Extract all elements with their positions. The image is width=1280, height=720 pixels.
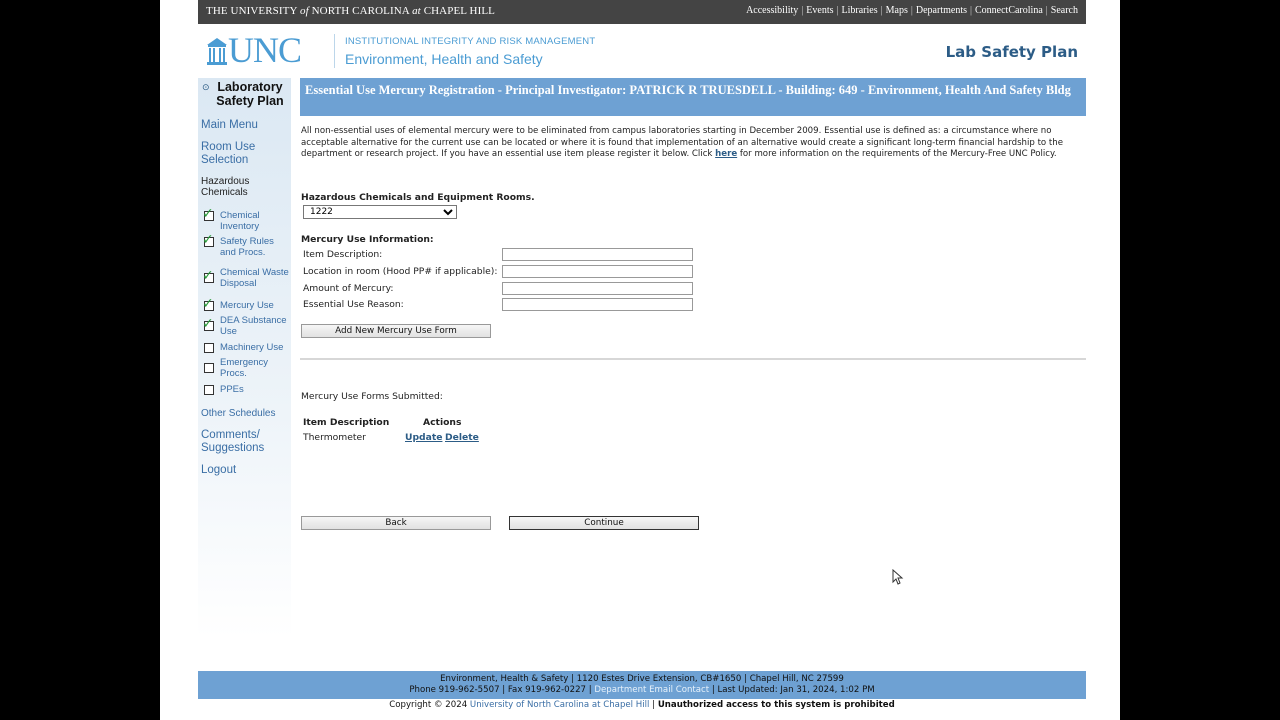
university-name-part: at <box>412 5 421 17</box>
copyright-line <box>198 700 1086 710</box>
sidebar-item-label: Chemical Inventory <box>220 210 260 232</box>
amount-label: Amount of Mercury: <box>303 283 394 294</box>
item-description-input[interactable] <box>502 248 693 261</box>
footer-address: Environment, Health & Safety | 1120 Estes Drive Extension, CB#1650 | Chapel Hill, NC 27599 <box>440 674 844 684</box>
delete-link[interactable]: Delete <box>445 432 479 443</box>
table-cell-item: Thermometer <box>303 432 366 443</box>
checkbox-icon <box>204 343 214 353</box>
location-input[interactable] <box>502 265 693 278</box>
sidebar-item-label: Mercury Use <box>220 300 274 311</box>
checkbox-icon <box>204 363 214 373</box>
sidebar-item-other-schedules[interactable]: Other Schedules <box>201 408 276 419</box>
table-header-item: Item Description <box>303 417 390 428</box>
top-link-connectcarolina[interactable]: ConnectCarolina <box>975 5 1043 16</box>
site-header <box>198 24 1086 78</box>
university-name-part: of <box>299 5 309 17</box>
unc-home-link[interactable]: University of North Carolina at Chapel Hill <box>469 700 650 710</box>
top-link-maps[interactable]: Maps <box>885 5 908 16</box>
university-name-part: THE UNIVERSITY <box>206 5 298 17</box>
sidebar-item-label: Chemical Waste Disposal <box>220 267 289 289</box>
copyright-text: Copyright © 2024 <box>389 700 468 710</box>
unc-logo[interactable] <box>206 30 328 70</box>
university-top-bar <box>198 0 1086 24</box>
intro-text: All non-essential uses of elemental mercury were to be eliminated from campus laboratories starting in December 2009. Essential use is defined as: a circumstance where no acceptable alternative for the current use can be located or where it is found that implementation of an alternative would create a significant long-term financial hardship to the department or research project. If you have an essential use item please register it below. Click <box>301 126 1064 159</box>
logo-text: UNC <box>228 30 302 70</box>
update-link[interactable]: Update <box>405 432 443 443</box>
footer-bar <box>198 671 1086 699</box>
sidebar <box>198 78 291 638</box>
unit-name-line2[interactable]: Environment, Health and Safety <box>345 51 543 67</box>
location-label: Location in room (Hood PP# if applicable): <box>303 266 498 277</box>
logo-divider <box>334 34 335 68</box>
policy-info-link[interactable]: here <box>715 149 738 159</box>
target-icon: ⊙ <box>202 83 210 93</box>
footer-contact <box>198 685 1086 695</box>
checkbox-icon <box>204 385 214 395</box>
old-well-icon <box>206 36 228 66</box>
sidebar-title: Laboratory Safety Plan <box>216 80 284 108</box>
checkmark-icon: ✓ <box>202 232 214 248</box>
sidebar-item-main-menu[interactable]: Main Menu <box>201 119 258 131</box>
add-mercury-form-button[interactable]: Add New Mercury Use Form <box>301 324 491 338</box>
mouse-cursor-icon <box>892 569 904 585</box>
sidebar-item-logout[interactable]: Logout <box>201 464 237 476</box>
page <box>160 0 1120 720</box>
sidebar-item-comments[interactable]: Comments/ Suggestions <box>201 429 265 454</box>
sidebar-item-label: DEA Substance Use <box>220 315 287 337</box>
room-select[interactable] <box>303 205 457 219</box>
sidebar-item-label: PPEs <box>220 384 244 395</box>
intro-paragraph <box>301 126 1085 161</box>
checkmark-icon: ✓ <box>202 316 214 332</box>
table-header-actions: Actions <box>423 417 462 428</box>
submitted-label: Mercury Use Forms Submitted: <box>301 391 443 402</box>
reason-label: Essential Use Reason: <box>303 299 404 310</box>
top-links: Accessibility | Events | Libraries | Maps | Departments | ConnectCarolina | Search <box>746 5 1078 16</box>
sidebar-item-label: Machinery Use <box>220 342 284 353</box>
mercury-info-label: Mercury Use Information: <box>301 234 434 245</box>
sidebar-item-room-use[interactable]: Room Use Selection <box>201 141 256 166</box>
sidebar-section-hazardous: Hazardous Chemicals <box>201 176 250 198</box>
university-name-part: CHAPEL HILL <box>423 5 495 17</box>
top-link-search[interactable]: Search <box>1050 5 1078 16</box>
top-link-departments[interactable]: Departments <box>915 5 967 16</box>
top-link-libraries[interactable]: Libraries <box>841 5 878 16</box>
app-title: Lab Safety Plan <box>945 43 1078 61</box>
continue-button[interactable]: Continue <box>509 516 699 530</box>
top-link-events[interactable]: Events <box>806 5 834 16</box>
department-email-link[interactable]: Department Email Contact <box>594 685 710 695</box>
copyright-separator: | <box>652 700 656 710</box>
reason-input[interactable] <box>502 298 693 311</box>
checkmark-icon: ✓ <box>202 268 214 284</box>
page-title-bar <box>300 78 1086 116</box>
footer-last-updated: | Last Updated: Jan 31, 2024, 1:02 PM <box>711 685 875 695</box>
item-description-label: Item Description: <box>303 249 383 260</box>
university-name <box>206 5 495 17</box>
section-divider <box>300 358 1086 360</box>
rooms-label: Hazardous Chemicals and Equipment Rooms. <box>301 192 535 203</box>
sidebar-item-label: Emergency Procs. <box>220 357 269 379</box>
back-button[interactable]: Back <box>301 516 491 530</box>
unauthorized-warning: Unauthorized access to this system is prohibited <box>657 700 895 710</box>
footer-phone: Phone 919-962-5507 | Fax 919-962-0227 | <box>409 685 592 695</box>
checkmark-icon: ✓ <box>202 296 214 312</box>
unit-name-line1: INSTITUTIONAL INTEGRITY AND RISK MANAGEMENT <box>345 36 596 47</box>
sidebar-item-label: Safety Rules and Procs. <box>220 236 274 258</box>
page-title: Essential Use Mercury Registration - Principal Investigator: PATRICK R TRUESDELL - Building: 649 - Environment, Health And Safety Bldg <box>305 83 1071 97</box>
intro-tail: for more information on the requirements of the Mercury-Free UNC Policy. <box>739 149 1057 159</box>
top-link-accessibility[interactable]: Accessibility <box>746 5 799 16</box>
university-name-part: NORTH CAROLINA <box>311 5 410 17</box>
amount-input[interactable] <box>502 282 693 295</box>
checkmark-icon: ✓ <box>202 206 214 222</box>
